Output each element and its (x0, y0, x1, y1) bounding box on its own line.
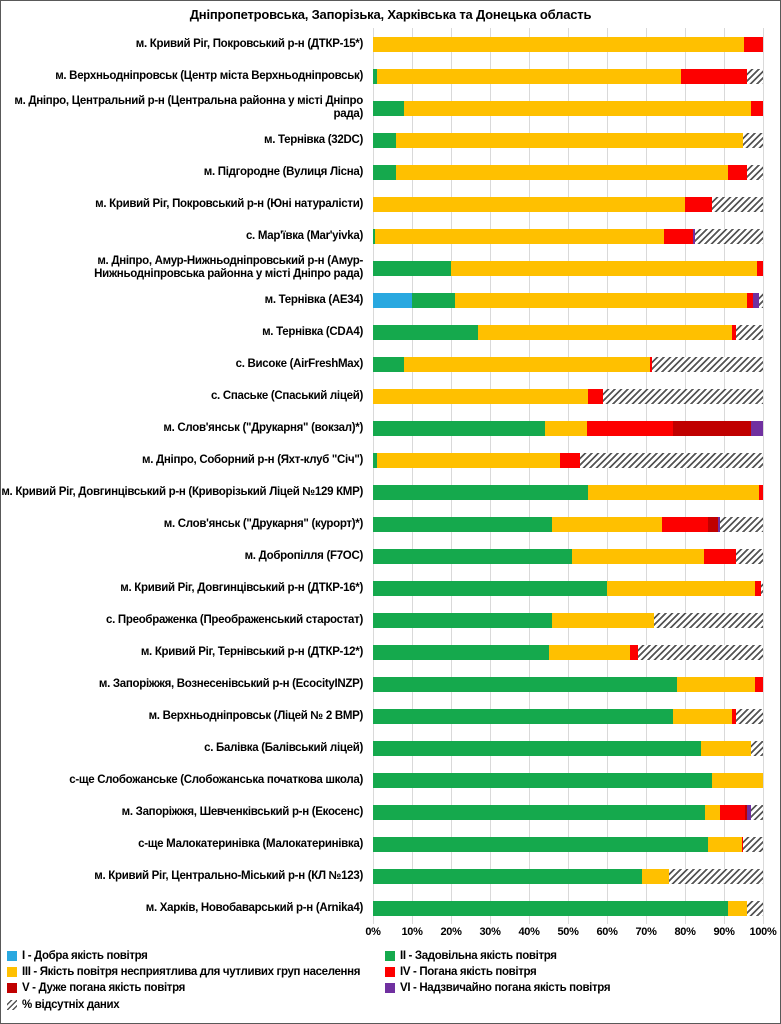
bar-segment-II (373, 421, 545, 436)
bar-segment-missing (743, 133, 763, 148)
chart-row (1, 668, 780, 700)
stacked-bar (373, 197, 763, 212)
bar-segment-missing (736, 549, 763, 564)
chart-title: Дніпропетровська, Запорізька, Харківська та Донецька область (189, 7, 592, 22)
bar-segment-IV (757, 261, 763, 276)
bar-segment-II (373, 133, 396, 148)
legend-swatch-IV (385, 967, 395, 977)
bar-segment-III (375, 229, 664, 244)
bar-segment-II (373, 261, 451, 276)
bar-segment-IV (728, 165, 748, 180)
bar-segment-III (404, 357, 650, 372)
category-label: м. Дніпро, Амур-Нижньодніпровський р-н (Амур-Нижньодніпровська районна у місті Дніпро рада) (94, 255, 363, 280)
chart-row (1, 444, 780, 476)
bar-segment-III (712, 773, 763, 788)
legend-swatch-missing (7, 1000, 17, 1010)
bar-segment-II (373, 709, 673, 724)
category-label: м. Кривий Ріг, Покровський р-н (ДТКР-15*) (135, 37, 363, 50)
bar-segment-II (373, 357, 404, 372)
bar-segment-II (373, 837, 708, 852)
x-tick-label: 80% (674, 926, 696, 938)
bar-segment-III (701, 741, 752, 756)
category-label: м. Дніпро, Центральний р-н (Центральна районна у місті Дніпро рада) (14, 95, 363, 120)
category-label: м. Верхньодніпровськ (Центр міста Верхньодніпровськ) (55, 69, 363, 82)
x-tick-label: 30% (479, 926, 501, 938)
stacked-bar (373, 389, 763, 404)
stacked-bar (373, 453, 763, 468)
category-label: м. Дніпро, Соборний р-н (Яхт-клуб "Січ") (142, 453, 363, 466)
legend-item-V (7, 982, 385, 995)
bar-segment-II (373, 101, 404, 116)
bar-segment-III (572, 549, 705, 564)
bar-segment-IV (662, 517, 709, 532)
bar-segment-IV (587, 421, 673, 436)
bar-segment-II (373, 485, 588, 500)
stacked-bar (373, 805, 763, 820)
bar-segment-missing (751, 741, 763, 756)
stacked-bar (373, 709, 763, 724)
chart-row (1, 156, 780, 188)
bar-segment-IV (755, 677, 763, 692)
stacked-bar (373, 165, 763, 180)
chart-row (1, 892, 780, 924)
category-label: м. Кривий Ріг, Довгинцівський р-н (Криворізький Ліцей №129 КМР) (1, 485, 363, 498)
x-tick-label: 70% (635, 926, 657, 938)
bar-segment-II (373, 741, 701, 756)
bar-segment-II (373, 581, 607, 596)
stacked-bar (373, 293, 763, 308)
bar-segment-missing (603, 389, 763, 404)
x-tick-label: 40% (518, 926, 540, 938)
bar-segment-missing (747, 901, 763, 916)
bar-segment-III (478, 325, 732, 340)
bar-segment-IV (664, 229, 693, 244)
chart-row (1, 700, 780, 732)
legend-item-IV (385, 966, 776, 979)
legend-label: I - Добра якість повітря (22, 950, 148, 962)
legend-label: IV - Погана якість повітря (400, 966, 537, 979)
category-label: м. Запоріжжя, Шевченківський р-н (Екосенс) (121, 805, 363, 818)
bar-segment-II (373, 773, 712, 788)
chart-row (1, 60, 780, 92)
legend-item-III (7, 966, 385, 979)
bar-segment-II (373, 517, 552, 532)
bar-segment-III (373, 389, 588, 404)
x-tick-label: 20% (440, 926, 462, 938)
bar-segment-III (552, 613, 653, 628)
x-tick-label: 10% (401, 926, 423, 938)
bar-segment-III (708, 837, 741, 852)
category-label: м. Кривий Ріг, Тернівський р-н (ДТКР-12*) (140, 645, 363, 658)
bar-segment-I (373, 293, 412, 308)
chart-row (1, 796, 780, 828)
bar-segment-IV (751, 101, 763, 116)
chart-rows (1, 28, 780, 924)
legend-label: III - Якість повітря несприятлива для чутливих груп населення (22, 966, 361, 979)
stacked-bar (373, 901, 763, 916)
bar-segment-III (373, 197, 685, 212)
stacked-bar (373, 421, 763, 436)
bar-segment-III (451, 261, 757, 276)
chart-row (1, 380, 780, 412)
category-label: м. Тернівка (32DC) (264, 133, 363, 146)
bar-segment-II (373, 165, 396, 180)
bar-segment-II (373, 613, 552, 628)
chart-row (1, 636, 780, 668)
stacked-bar (373, 69, 763, 84)
chart-row (1, 124, 780, 156)
category-label: с. Мар'ївка (Mar'yivka) (245, 229, 363, 242)
chart-row (1, 540, 780, 572)
bar-segment-III (677, 677, 755, 692)
bar-segment-III (728, 901, 748, 916)
legend-label: II - Задовільна якість повітря (400, 950, 557, 962)
category-label: с. Високе (AirFreshMax) (235, 357, 363, 370)
stacked-bar (373, 37, 763, 52)
stacked-bar (373, 645, 763, 660)
bar-segment-III (549, 645, 631, 660)
chart-row (1, 348, 780, 380)
stacked-bar (373, 133, 763, 148)
category-label: м. Підгородне (Вулиця Лісна) (203, 165, 363, 178)
bar-segment-III (396, 165, 728, 180)
legend-swatch-VI (385, 983, 395, 993)
legend-swatch-I (7, 951, 17, 961)
category-label: с. Спаське (Спаський ліцей) (210, 389, 363, 402)
chart-row (1, 316, 780, 348)
bar-segment-IV (759, 485, 763, 500)
stacked-bar (373, 741, 763, 756)
chart-row (1, 28, 780, 60)
bar-segment-missing (638, 645, 763, 660)
category-label: м. Запоріжжя, Вознесенівський р-н (EcocityINZP) (98, 677, 363, 690)
legend-swatch-V (7, 983, 17, 993)
bar-segment-IV (685, 197, 712, 212)
chart-row (1, 220, 780, 252)
category-label: м. Кривий Ріг, Довгинцівський р-н (ДТКР-16*) (120, 581, 363, 594)
x-tick-label: 50% (557, 926, 579, 938)
bar-segment-missing (580, 453, 763, 468)
bar-segment-IV (744, 37, 764, 52)
bar-segment-IV (681, 69, 747, 84)
category-label: м. Слов'янськ ("Друкарня" (курорт)*) (163, 517, 363, 530)
stacked-bar (373, 581, 763, 596)
bar-segment-IV (630, 645, 638, 660)
bar-segment-III (552, 517, 661, 532)
chart-row (1, 764, 780, 796)
x-tick-label: 100% (749, 926, 777, 938)
bar-segment-III (377, 453, 560, 468)
bar-segment-III (455, 293, 748, 308)
bar-segment-IV (720, 805, 745, 820)
category-label: с-ще Малокатеринівка (Малокатеринівка) (138, 837, 363, 850)
chart-row (1, 476, 780, 508)
bar-segment-missing (695, 229, 763, 244)
bar-segment-missing (743, 837, 763, 852)
chart-row (1, 828, 780, 860)
category-label: м. Слов'янськ ("Друкарня" (вокзал)*) (163, 421, 363, 434)
bar-segment-missing (654, 613, 763, 628)
category-label: м. Тернівка (AE34) (264, 293, 363, 306)
bar-segment-missing (669, 869, 763, 884)
category-label: м. Кривий Ріг, Покровський р-н (Юні натуралісти) (95, 197, 363, 210)
bar-segment-II (412, 293, 455, 308)
category-label: м. Верхньодніпровськ (Ліцей № 2 ВМР) (148, 709, 363, 722)
category-label: м. Добропілля (F7OC) (244, 549, 363, 562)
legend-label: VI - Надзвичайно погана якість повітря (400, 982, 611, 995)
bar-segment-II (373, 901, 728, 916)
legend-item-VI (385, 982, 776, 995)
bar-segment-II (373, 645, 549, 660)
bar-segment-IV (588, 389, 604, 404)
category-label: м. Харків, Новобаварський р-н (Arnika4) (145, 901, 363, 914)
bar-segment-missing (751, 805, 763, 820)
category-label: м. Кривий Ріг, Центрально-Міський р-н (КЛ №123) (94, 869, 363, 882)
bar-segment-III (545, 421, 588, 436)
chart-body (1, 28, 780, 924)
bar-segment-missing (736, 709, 763, 724)
stacked-bar (373, 261, 763, 276)
stacked-bar (373, 229, 763, 244)
legend (1, 942, 780, 1012)
stacked-bar (373, 773, 763, 788)
chart-row (1, 572, 780, 604)
bar-segment-missing (720, 517, 763, 532)
category-label: с-ще Слобожанське (Слобожанська початкова школа) (69, 773, 363, 786)
legend-label: V - Дуже погана якість повітря (22, 982, 185, 995)
x-tick-label: 0% (365, 926, 381, 938)
chart-row (1, 412, 780, 444)
stacked-bar (373, 357, 763, 372)
category-label: м. Тернівка (CDA4) (262, 325, 363, 338)
bar-segment-III (673, 709, 732, 724)
x-tick-label: 60% (596, 926, 618, 938)
bar-segment-missing (747, 69, 763, 84)
legend-item-missing (7, 999, 385, 1012)
bar-segment-missing (761, 581, 763, 596)
bar-segment-missing (759, 293, 763, 308)
bar-segment-missing (747, 165, 763, 180)
chart-row (1, 508, 780, 540)
bar-segment-III (642, 869, 669, 884)
bar-segment-III (705, 805, 721, 820)
bar-segment-II (373, 325, 478, 340)
bar-segment-III (373, 37, 744, 52)
category-label: с. Преображенка (Преображенський старостат) (106, 613, 363, 626)
bar-segment-missing (736, 325, 763, 340)
stacked-bar (373, 517, 763, 532)
bar-segment-IV (704, 549, 735, 564)
bar-segment-III (588, 485, 760, 500)
bar-segment-II (373, 677, 677, 692)
bar-segment-VI (751, 421, 763, 436)
bar-segment-III (404, 101, 751, 116)
chart-row (1, 92, 780, 124)
legend-label: % відсутніх даних (22, 998, 120, 1011)
legend-item-II (385, 950, 776, 963)
chart-row (1, 860, 780, 892)
bar-segment-III (377, 69, 681, 84)
chart-row (1, 732, 780, 764)
legend-swatch-II (385, 951, 395, 961)
x-axis (1, 924, 780, 942)
bar-segment-missing (652, 357, 763, 372)
bar-segment-II (373, 549, 572, 564)
chart-row (1, 188, 780, 220)
stacked-bar (373, 485, 763, 500)
bar-segment-V (708, 517, 718, 532)
chart-row (1, 252, 780, 284)
chart-row (1, 284, 780, 316)
bar-segment-V (673, 421, 751, 436)
stacked-bar (373, 613, 763, 628)
stacked-bar (373, 869, 763, 884)
bar-segment-II (373, 869, 642, 884)
category-label: с. Балівка (Балівський ліцей) (204, 741, 363, 754)
legend-swatch-III (7, 967, 17, 977)
bar-segment-III (396, 133, 743, 148)
stacked-bar (373, 677, 763, 692)
stacked-bar (373, 101, 763, 116)
stacked-bar (373, 549, 763, 564)
bar-segment-IV (560, 453, 580, 468)
x-tick-label: 90% (713, 926, 735, 938)
stacked-bar (373, 837, 763, 852)
legend-item-I (7, 950, 385, 963)
chart-row (1, 604, 780, 636)
bar-segment-III (607, 581, 755, 596)
bar-segment-II (373, 805, 705, 820)
bar-segment-missing (712, 197, 763, 212)
stacked-bar (373, 325, 763, 340)
